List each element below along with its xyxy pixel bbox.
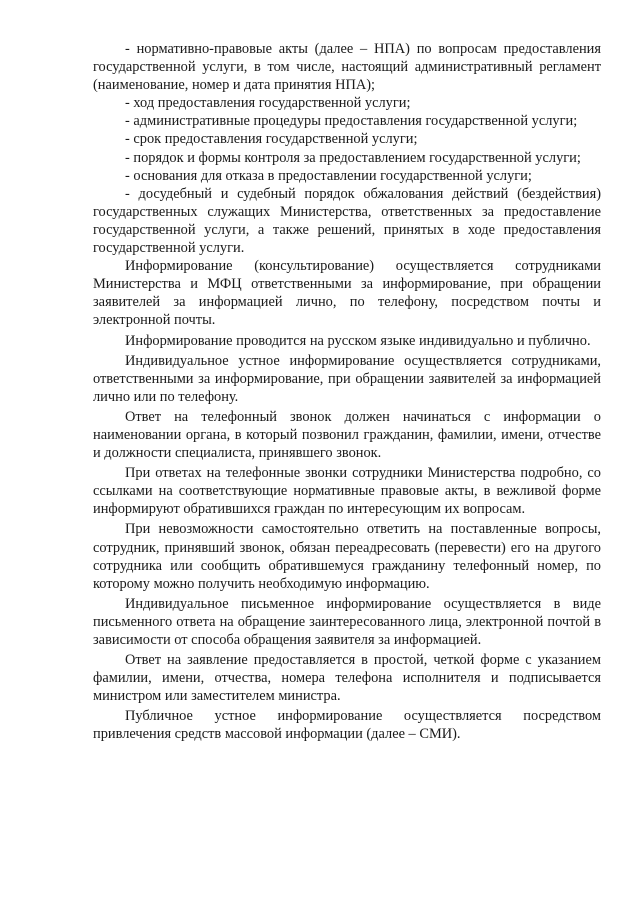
- list-item-npa: - нормативно-правовые акты (далее – НПА) по вопросам предоставления государственной услуги, в том числе, настоящий административный регламент (наименование, номер и дата принятия НПА);: [93, 41, 601, 94]
- paragraph-individual-oral: Индивидуальное устное информирование осуществляется сотрудниками, ответственными за информирование, при обращении заявителей за информацией лично или по телефону.: [93, 352, 601, 405]
- list-item-procedures: - административные процедуры предоставления государственной услуги;: [125, 113, 578, 130]
- paragraph-answer-form: Ответ на заявление предоставляется в простой, четкой форме с указанием фамилии, имени, отчества, номера телефона исполнителя и подписывается министром или заместителем министра.: [93, 652, 601, 705]
- paragraph-redirect: При невозможности самостоятельно ответить на поставленные вопросы, сотрудник, принявший звонок, обязан переадресовать (перевести) его на другого сотрудника или сообщить обратившемуся гражданину телефонный номер, по которому можно получить необходимую информацию.: [93, 521, 601, 592]
- list-item-appeal: - досудебный и судебный порядок обжалования действий (бездействия) государственных служащих Министерства, ответственных за предоставление государственной услуги, а также решений, принятых в ходе предоставления государственной услуги.: [93, 185, 601, 257]
- paragraph-language: Информирование проводится на русском языке индивидуально и публично.: [125, 332, 591, 349]
- document-page: [93, 40, 601, 744]
- list-item-control: - порядок и формы контроля за предоставлением государственной услуги;: [125, 149, 581, 166]
- list-item-refusal-grounds: - основания для отказа в предоставлении государственной услуги;: [125, 167, 532, 184]
- paragraph-written: Индивидуальное письменное информирование осуществляется в виде письменного ответа на обращение заинтересованного лица, электронной почтой в зависимости от способа обращения заявителя за информацией.: [93, 595, 601, 648]
- paragraph-phone-answer: Ответ на телефонный звонок должен начинаться с информации о наименовании органа, в который позвонил гражданин, фамилии, имени, отчестве и должности специалиста, принявшего звонок.: [93, 408, 601, 462]
- list-item-progress: - ход предоставления государственной услуги;: [125, 95, 411, 112]
- paragraph-public-oral: Публичное устное информирование осуществляется посредством привлечения средств массовой информации (далее – СМИ).: [93, 708, 601, 743]
- paragraph-consulting: Информирование (консультирование) осуществляется сотрудниками Министерства и МФЦ ответственными за информирование, при обращении заявителей за информацией лично, по телефону, посредством почты и электронной почты.: [93, 258, 601, 329]
- paragraph-phone-calls: При ответах на телефонные звонки сотрудники Министерства подробно, со ссылками на соответствующие нормативные правовые акты, в вежливой форме информируют обратившихся граждан по интересующим их вопросам.: [93, 465, 601, 518]
- list-item-term: - срок предоставления государственной услуги;: [125, 131, 418, 148]
